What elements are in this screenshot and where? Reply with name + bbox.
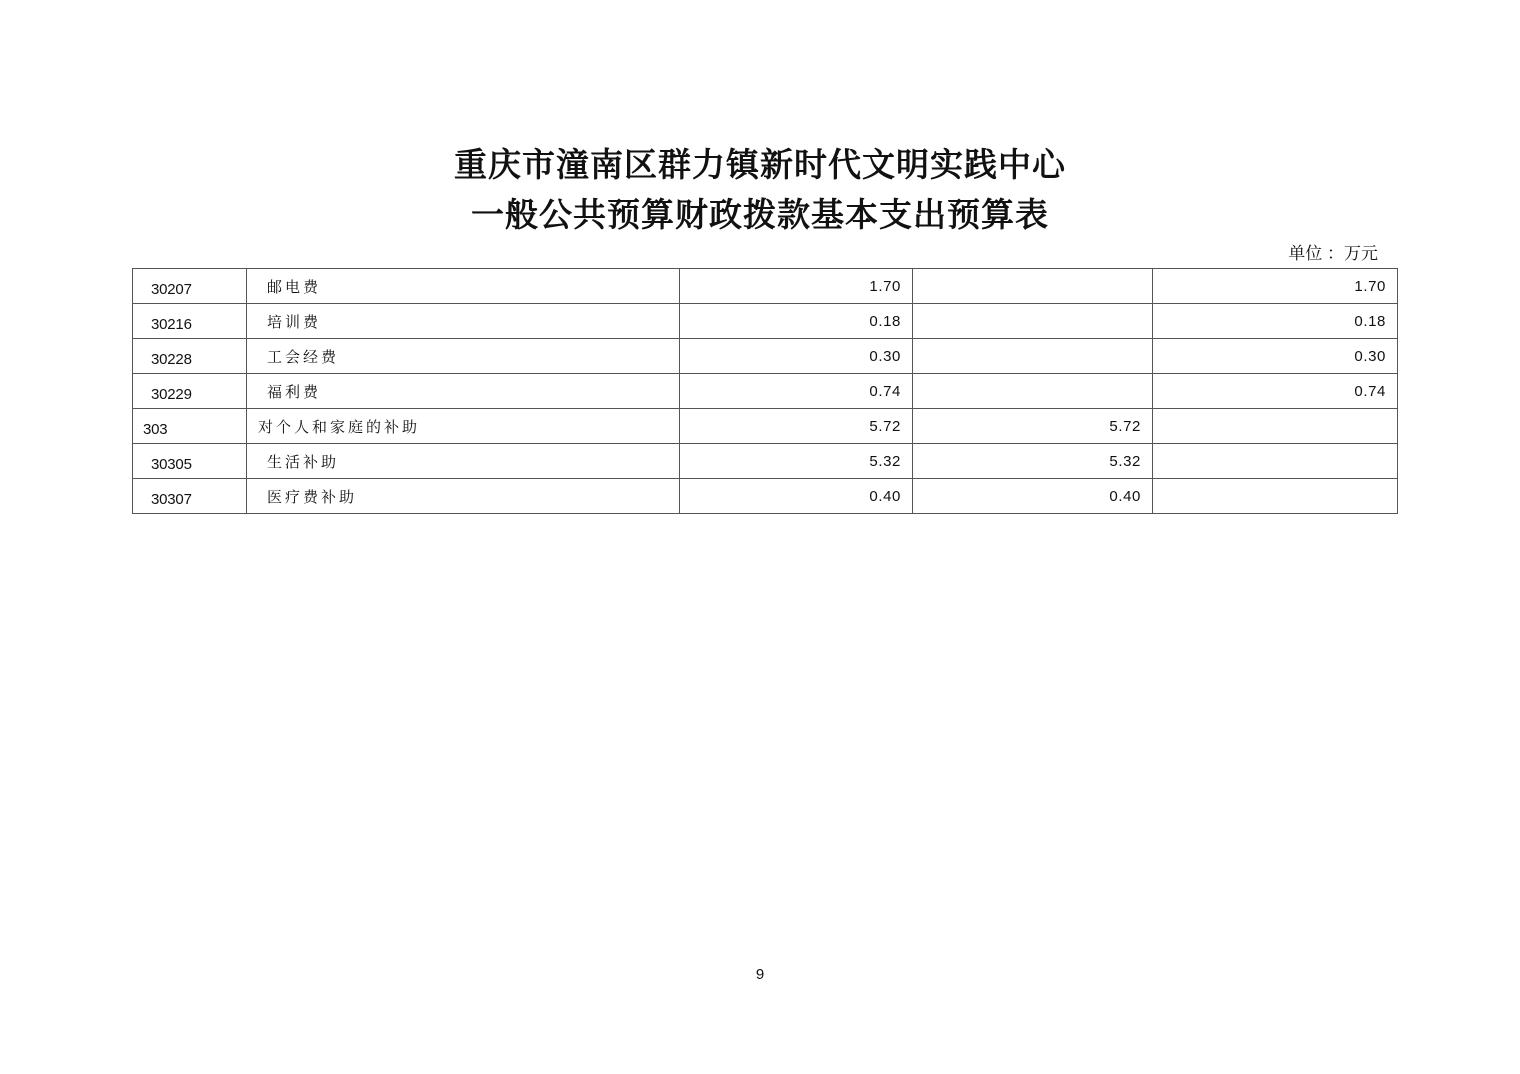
subject-code: 30229 — [133, 374, 247, 409]
table-row — [133, 374, 1398, 409]
table-row — [133, 409, 1398, 444]
total-amount: 0.30 — [680, 339, 913, 374]
subject-name: 福利费 — [247, 374, 680, 409]
subject-name: 生活补助 — [247, 444, 680, 479]
public-amount: 0.18 — [1153, 304, 1398, 339]
total-amount: 1.70 — [680, 269, 913, 304]
title-line-1: 重庆市潼南区群力镇新时代文明实践中心 — [454, 145, 1066, 184]
public-amount — [1153, 479, 1398, 514]
budget-table — [132, 268, 1398, 514]
budget-table-body — [133, 269, 1398, 514]
public-amount: 0.30 — [1153, 339, 1398, 374]
subject-name: 医疗费补助 — [247, 479, 680, 514]
personnel-amount — [913, 339, 1153, 374]
subject-name: 对个人和家庭的补助 — [247, 409, 680, 444]
unit-label: 单位 ：万元 — [1288, 244, 1378, 263]
public-amount: 0.74 — [1153, 374, 1398, 409]
subject-name: 邮电费 — [247, 269, 680, 304]
subject-code: 30307 — [133, 479, 247, 514]
subject-name: 工会经费 — [247, 339, 680, 374]
personnel-amount: 5.32 — [913, 444, 1153, 479]
page-number: 9 — [755, 966, 765, 983]
public-amount: 1.70 — [1153, 269, 1398, 304]
subject-code: 30207 — [133, 269, 247, 304]
subject-name: 培训费 — [247, 304, 680, 339]
personnel-amount — [913, 374, 1153, 409]
table-row — [133, 444, 1398, 479]
table-row — [133, 269, 1398, 304]
subject-code: 30305 — [133, 444, 247, 479]
total-amount: 0.18 — [680, 304, 913, 339]
personnel-amount — [913, 269, 1153, 304]
public-amount — [1153, 444, 1398, 479]
total-amount: 5.32 — [680, 444, 913, 479]
table-row — [133, 304, 1398, 339]
subject-code: 30216 — [133, 304, 247, 339]
total-amount: 5.72 — [680, 409, 913, 444]
personnel-amount — [913, 304, 1153, 339]
total-amount: 0.40 — [680, 479, 913, 514]
title-line-2: 一般公共预算财政拨款基本支出预算表 — [471, 195, 1049, 234]
public-amount — [1153, 409, 1398, 444]
personnel-amount: 5.72 — [913, 409, 1153, 444]
subject-code: 30228 — [133, 339, 247, 374]
table-row — [133, 479, 1398, 514]
subject-code: 303 — [133, 409, 247, 444]
table-row — [133, 339, 1398, 374]
document-title — [0, 140, 1520, 240]
personnel-amount: 0.40 — [913, 479, 1153, 514]
total-amount: 0.74 — [680, 374, 913, 409]
